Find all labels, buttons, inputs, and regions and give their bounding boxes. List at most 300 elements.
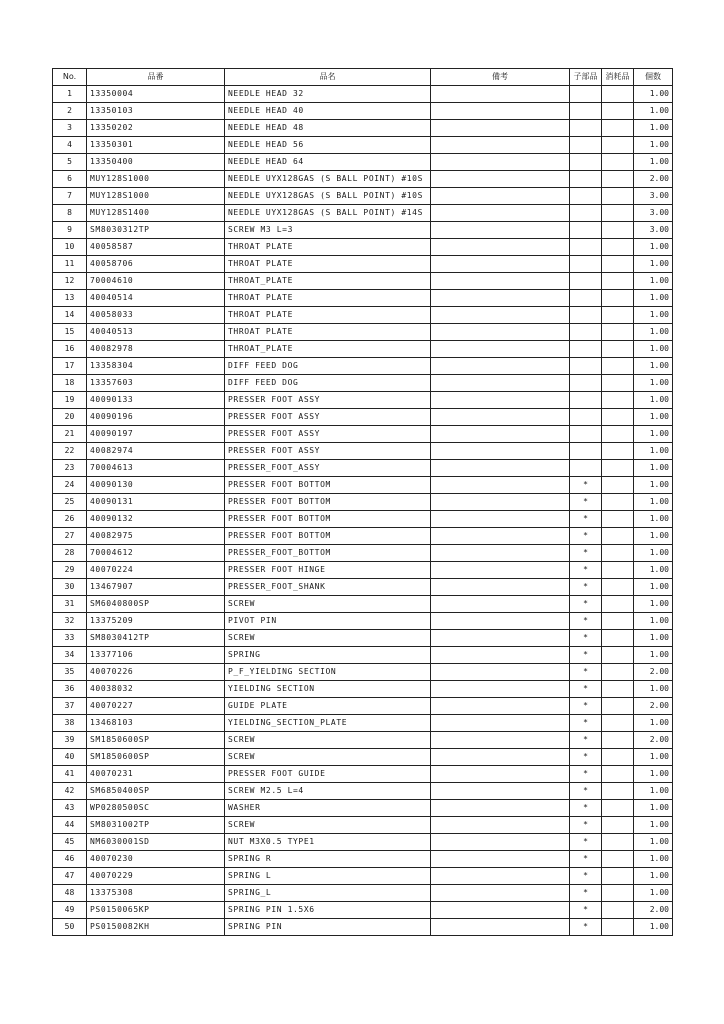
cell-part-no: 40070224	[87, 562, 225, 579]
cell-qty: 2.00	[634, 902, 673, 919]
table-row	[53, 392, 673, 409]
cell-no: 36	[53, 681, 87, 698]
cell-note	[431, 630, 570, 647]
table-row	[53, 409, 673, 426]
cell-note	[431, 749, 570, 766]
table-row	[53, 239, 673, 256]
cell-qty: 1.00	[634, 154, 673, 171]
cell-qty: 2.00	[634, 732, 673, 749]
cell-qty: 1.00	[634, 137, 673, 154]
cell-consumable	[602, 511, 634, 528]
cell-note	[431, 324, 570, 341]
cell-note	[431, 596, 570, 613]
table-row	[53, 868, 673, 885]
cell-qty: 1.00	[634, 919, 673, 936]
cell-name: PRESSER FOOT BOTTOM	[225, 477, 431, 494]
cell-name: SCREW	[225, 749, 431, 766]
cell-part-no: WP0280500SC	[87, 800, 225, 817]
cell-qty: 1.00	[634, 392, 673, 409]
cell-no: 4	[53, 137, 87, 154]
table-row	[53, 256, 673, 273]
cell-note	[431, 511, 570, 528]
cell-name: PRESSER FOOT ASSY	[225, 426, 431, 443]
cell-name: PRESSER FOOT ASSY	[225, 443, 431, 460]
cell-no: 45	[53, 834, 87, 851]
cell-name: YIELDING SECTION	[225, 681, 431, 698]
cell-no: 40	[53, 749, 87, 766]
cell-no: 17	[53, 358, 87, 375]
cell-name: NEEDLE HEAD 64	[225, 154, 431, 171]
cell-sub-part: *	[570, 732, 602, 749]
cell-no: 11	[53, 256, 87, 273]
cell-qty: 1.00	[634, 562, 673, 579]
cell-sub-part	[570, 86, 602, 103]
cell-consumable	[602, 664, 634, 681]
cell-part-no: 13375209	[87, 613, 225, 630]
cell-part-no: 70004612	[87, 545, 225, 562]
cell-name: SCREW M2.5 L=4	[225, 783, 431, 800]
cell-consumable	[602, 749, 634, 766]
cell-no: 2	[53, 103, 87, 120]
cell-note	[431, 341, 570, 358]
cell-part-no: 40040514	[87, 290, 225, 307]
table-row	[53, 426, 673, 443]
cell-no: 49	[53, 902, 87, 919]
cell-sub-part: *	[570, 749, 602, 766]
cell-name: NEEDLE HEAD 56	[225, 137, 431, 154]
cell-note	[431, 681, 570, 698]
cell-name: PIVOT PIN	[225, 613, 431, 630]
cell-part-no: 13377106	[87, 647, 225, 664]
cell-no: 16	[53, 341, 87, 358]
cell-consumable	[602, 86, 634, 103]
cell-part-no: MUY128S1000	[87, 171, 225, 188]
cell-sub-part	[570, 273, 602, 290]
cell-name: DIFF FEED DOG	[225, 358, 431, 375]
cell-sub-part	[570, 188, 602, 205]
cell-part-no: 40070229	[87, 868, 225, 885]
header-qty: 個数	[634, 69, 673, 86]
cell-qty: 1.00	[634, 358, 673, 375]
table-row	[53, 681, 673, 698]
cell-note	[431, 715, 570, 732]
cell-note	[431, 205, 570, 222]
cell-note	[431, 868, 570, 885]
cell-no: 12	[53, 273, 87, 290]
cell-note	[431, 86, 570, 103]
cell-note	[431, 613, 570, 630]
cell-note	[431, 273, 570, 290]
header-sub-part: 子部品	[570, 69, 602, 86]
table-row	[53, 154, 673, 171]
cell-name: NEEDLE HEAD 40	[225, 103, 431, 120]
cell-sub-part	[570, 256, 602, 273]
cell-part-no: 40040513	[87, 324, 225, 341]
table-row	[53, 171, 673, 188]
cell-no: 48	[53, 885, 87, 902]
cell-part-no: 13467907	[87, 579, 225, 596]
cell-name: SPRING PIN 1.5X6	[225, 902, 431, 919]
cell-name: DIFF FEED DOG	[225, 375, 431, 392]
cell-sub-part: *	[570, 783, 602, 800]
cell-qty: 3.00	[634, 205, 673, 222]
cell-no: 29	[53, 562, 87, 579]
cell-sub-part: *	[570, 613, 602, 630]
cell-name: SPRING R	[225, 851, 431, 868]
cell-qty: 2.00	[634, 698, 673, 715]
cell-name: SCREW M3 L=3	[225, 222, 431, 239]
cell-note	[431, 477, 570, 494]
cell-note	[431, 732, 570, 749]
cell-note	[431, 409, 570, 426]
cell-part-no: 40070230	[87, 851, 225, 868]
cell-sub-part: *	[570, 698, 602, 715]
cell-qty: 2.00	[634, 171, 673, 188]
cell-qty: 1.00	[634, 613, 673, 630]
cell-consumable	[602, 290, 634, 307]
cell-note	[431, 783, 570, 800]
cell-consumable	[602, 188, 634, 205]
cell-sub-part: *	[570, 562, 602, 579]
cell-sub-part: *	[570, 851, 602, 868]
cell-no: 46	[53, 851, 87, 868]
cell-consumable	[602, 834, 634, 851]
cell-note	[431, 800, 570, 817]
cell-consumable	[602, 409, 634, 426]
cell-consumable	[602, 256, 634, 273]
cell-note	[431, 443, 570, 460]
cell-qty: 1.00	[634, 256, 673, 273]
cell-no: 7	[53, 188, 87, 205]
cell-sub-part: *	[570, 834, 602, 851]
cell-qty: 1.00	[634, 494, 673, 511]
cell-note	[431, 919, 570, 936]
cell-name: SPRING L	[225, 868, 431, 885]
cell-sub-part	[570, 460, 602, 477]
cell-no: 24	[53, 477, 87, 494]
table-row	[53, 698, 673, 715]
table-row	[53, 664, 673, 681]
cell-consumable	[602, 885, 634, 902]
cell-qty: 1.00	[634, 868, 673, 885]
cell-note	[431, 290, 570, 307]
table-row	[53, 766, 673, 783]
cell-sub-part	[570, 222, 602, 239]
cell-no: 31	[53, 596, 87, 613]
table-row	[53, 630, 673, 647]
cell-part-no: 40082975	[87, 528, 225, 545]
cell-note	[431, 375, 570, 392]
cell-sub-part	[570, 205, 602, 222]
cell-note	[431, 171, 570, 188]
cell-sub-part	[570, 103, 602, 120]
cell-part-no: 40070226	[87, 664, 225, 681]
cell-note	[431, 647, 570, 664]
table-row	[53, 137, 673, 154]
table-row	[53, 732, 673, 749]
cell-name: SPRING PIN	[225, 919, 431, 936]
cell-qty: 1.00	[634, 766, 673, 783]
cell-note	[431, 851, 570, 868]
cell-consumable	[602, 783, 634, 800]
cell-sub-part	[570, 375, 602, 392]
cell-consumable	[602, 800, 634, 817]
cell-no: 39	[53, 732, 87, 749]
cell-name: WASHER	[225, 800, 431, 817]
cell-part-no: PS0150065KP	[87, 902, 225, 919]
cell-qty: 1.00	[634, 715, 673, 732]
cell-note	[431, 834, 570, 851]
cell-no: 37	[53, 698, 87, 715]
cell-name: THROAT PLATE	[225, 239, 431, 256]
cell-sub-part: *	[570, 664, 602, 681]
table-row	[53, 919, 673, 936]
cell-sub-part	[570, 443, 602, 460]
cell-name: SCREW	[225, 596, 431, 613]
cell-sub-part: *	[570, 630, 602, 647]
cell-qty: 1.00	[634, 681, 673, 698]
cell-no: 32	[53, 613, 87, 630]
cell-no: 22	[53, 443, 87, 460]
cell-no: 19	[53, 392, 87, 409]
cell-consumable	[602, 392, 634, 409]
cell-consumable	[602, 426, 634, 443]
cell-consumable	[602, 766, 634, 783]
table-row	[53, 443, 673, 460]
cell-no: 21	[53, 426, 87, 443]
cell-consumable	[602, 698, 634, 715]
cell-no: 27	[53, 528, 87, 545]
cell-no: 23	[53, 460, 87, 477]
cell-part-no: 13358304	[87, 358, 225, 375]
cell-part-no: SM1850600SP	[87, 732, 225, 749]
cell-qty: 1.00	[634, 783, 673, 800]
cell-consumable	[602, 324, 634, 341]
cell-note	[431, 426, 570, 443]
cell-no: 26	[53, 511, 87, 528]
cell-part-no: SM8030312TP	[87, 222, 225, 239]
cell-sub-part: *	[570, 545, 602, 562]
cell-part-no: 40090196	[87, 409, 225, 426]
cell-name: PRESSER_FOOT_BOTTOM	[225, 545, 431, 562]
cell-qty: 1.00	[634, 647, 673, 664]
cell-no: 34	[53, 647, 87, 664]
cell-no: 3	[53, 120, 87, 137]
cell-part-no: 13468103	[87, 715, 225, 732]
cell-note	[431, 817, 570, 834]
cell-no: 18	[53, 375, 87, 392]
cell-qty: 1.00	[634, 341, 673, 358]
cell-sub-part: *	[570, 579, 602, 596]
cell-no: 33	[53, 630, 87, 647]
cell-name: PRESSER FOOT ASSY	[225, 409, 431, 426]
cell-part-no: PS0150082KH	[87, 919, 225, 936]
cell-name: PRESSER FOOT BOTTOM	[225, 528, 431, 545]
cell-qty: 1.00	[634, 477, 673, 494]
cell-qty: 3.00	[634, 188, 673, 205]
cell-name: NEEDLE HEAD 48	[225, 120, 431, 137]
cell-no: 50	[53, 919, 87, 936]
cell-name: P_F_YIELDING SECTION	[225, 664, 431, 681]
cell-consumable	[602, 171, 634, 188]
cell-sub-part	[570, 324, 602, 341]
cell-no: 15	[53, 324, 87, 341]
cell-consumable	[602, 715, 634, 732]
cell-name: NEEDLE UYX128GAS (S BALL POINT) #10S	[225, 171, 431, 188]
cell-name: PRESSER_FOOT_ASSY	[225, 460, 431, 477]
cell-no: 25	[53, 494, 87, 511]
cell-note	[431, 885, 570, 902]
cell-part-no: SM8030412TP	[87, 630, 225, 647]
cell-name: GUIDE PLATE	[225, 698, 431, 715]
cell-note	[431, 545, 570, 562]
cell-consumable	[602, 273, 634, 290]
cell-no: 28	[53, 545, 87, 562]
cell-note	[431, 392, 570, 409]
parts-list-sheet	[52, 68, 673, 936]
cell-qty: 1.00	[634, 834, 673, 851]
cell-sub-part	[570, 426, 602, 443]
cell-part-no: 40090131	[87, 494, 225, 511]
cell-consumable	[602, 239, 634, 256]
cell-no: 20	[53, 409, 87, 426]
cell-part-no: 13350202	[87, 120, 225, 137]
cell-consumable	[602, 681, 634, 698]
table-row	[53, 749, 673, 766]
cell-part-no: 40038032	[87, 681, 225, 698]
cell-consumable	[602, 817, 634, 834]
table-row	[53, 511, 673, 528]
cell-consumable	[602, 120, 634, 137]
table-row	[53, 885, 673, 902]
table-row	[53, 205, 673, 222]
cell-no: 30	[53, 579, 87, 596]
table-row	[53, 647, 673, 664]
cell-consumable	[602, 596, 634, 613]
cell-note	[431, 494, 570, 511]
table-row	[53, 528, 673, 545]
cell-qty: 1.00	[634, 426, 673, 443]
cell-qty: 1.00	[634, 120, 673, 137]
table-row	[53, 851, 673, 868]
cell-no: 35	[53, 664, 87, 681]
cell-sub-part	[570, 341, 602, 358]
cell-name: THROAT PLATE	[225, 256, 431, 273]
cell-name: PRESSER FOOT HINGE	[225, 562, 431, 579]
table-row	[53, 341, 673, 358]
cell-no: 9	[53, 222, 87, 239]
cell-consumable	[602, 477, 634, 494]
cell-consumable	[602, 732, 634, 749]
cell-sub-part: *	[570, 919, 602, 936]
cell-name: YIELDING_SECTION_PLATE	[225, 715, 431, 732]
cell-note	[431, 528, 570, 545]
cell-consumable	[602, 341, 634, 358]
cell-qty: 1.00	[634, 307, 673, 324]
cell-no: 8	[53, 205, 87, 222]
cell-qty: 1.00	[634, 103, 673, 120]
cell-consumable	[602, 460, 634, 477]
cell-consumable	[602, 545, 634, 562]
table-row	[53, 290, 673, 307]
cell-no: 1	[53, 86, 87, 103]
cell-qty: 1.00	[634, 817, 673, 834]
cell-part-no: SM6040800SP	[87, 596, 225, 613]
cell-qty: 1.00	[634, 324, 673, 341]
cell-qty: 1.00	[634, 596, 673, 613]
cell-sub-part: *	[570, 868, 602, 885]
cell-note	[431, 154, 570, 171]
cell-part-no: MUY128S1400	[87, 205, 225, 222]
cell-sub-part	[570, 239, 602, 256]
table-row	[53, 358, 673, 375]
table-row	[53, 375, 673, 392]
table-row	[53, 460, 673, 477]
header-name: 品名	[225, 69, 431, 86]
table-row	[53, 477, 673, 494]
table-body	[53, 86, 673, 936]
cell-sub-part: *	[570, 681, 602, 698]
cell-note	[431, 562, 570, 579]
cell-consumable	[602, 375, 634, 392]
cell-qty: 1.00	[634, 443, 673, 460]
cell-qty: 1.00	[634, 86, 673, 103]
cell-part-no: 40082974	[87, 443, 225, 460]
table-row	[53, 902, 673, 919]
cell-part-no: SM8031002TP	[87, 817, 225, 834]
cell-note	[431, 137, 570, 154]
cell-sub-part: *	[570, 766, 602, 783]
cell-name: PRESSER_FOOT_SHANK	[225, 579, 431, 596]
cell-consumable	[602, 630, 634, 647]
cell-sub-part: *	[570, 885, 602, 902]
cell-name: PRESSER FOOT BOTTOM	[225, 494, 431, 511]
cell-consumable	[602, 494, 634, 511]
cell-qty: 1.00	[634, 375, 673, 392]
cell-qty: 1.00	[634, 511, 673, 528]
cell-sub-part: *	[570, 596, 602, 613]
cell-part-no: 40082978	[87, 341, 225, 358]
cell-part-no: 13375308	[87, 885, 225, 902]
cell-name: NUT M3X0.5 TYPE1	[225, 834, 431, 851]
cell-name: SCREW	[225, 817, 431, 834]
cell-sub-part: *	[570, 800, 602, 817]
cell-no: 5	[53, 154, 87, 171]
cell-note	[431, 307, 570, 324]
cell-qty: 1.00	[634, 800, 673, 817]
cell-name: THROAT PLATE	[225, 290, 431, 307]
cell-sub-part	[570, 409, 602, 426]
cell-name: NEEDLE UYX128GAS (S BALL POINT) #14S	[225, 205, 431, 222]
cell-sub-part: *	[570, 477, 602, 494]
table-row	[53, 579, 673, 596]
cell-consumable	[602, 919, 634, 936]
header-note: 備考	[431, 69, 570, 86]
cell-sub-part	[570, 154, 602, 171]
cell-name: THROAT_PLATE	[225, 273, 431, 290]
table-row	[53, 800, 673, 817]
cell-name: SPRING_L	[225, 885, 431, 902]
cell-sub-part	[570, 171, 602, 188]
cell-part-no: 40070231	[87, 766, 225, 783]
cell-qty: 1.00	[634, 273, 673, 290]
cell-part-no: 13350400	[87, 154, 225, 171]
cell-no: 14	[53, 307, 87, 324]
cell-sub-part	[570, 392, 602, 409]
cell-note	[431, 902, 570, 919]
cell-sub-part	[570, 290, 602, 307]
table-row	[53, 324, 673, 341]
